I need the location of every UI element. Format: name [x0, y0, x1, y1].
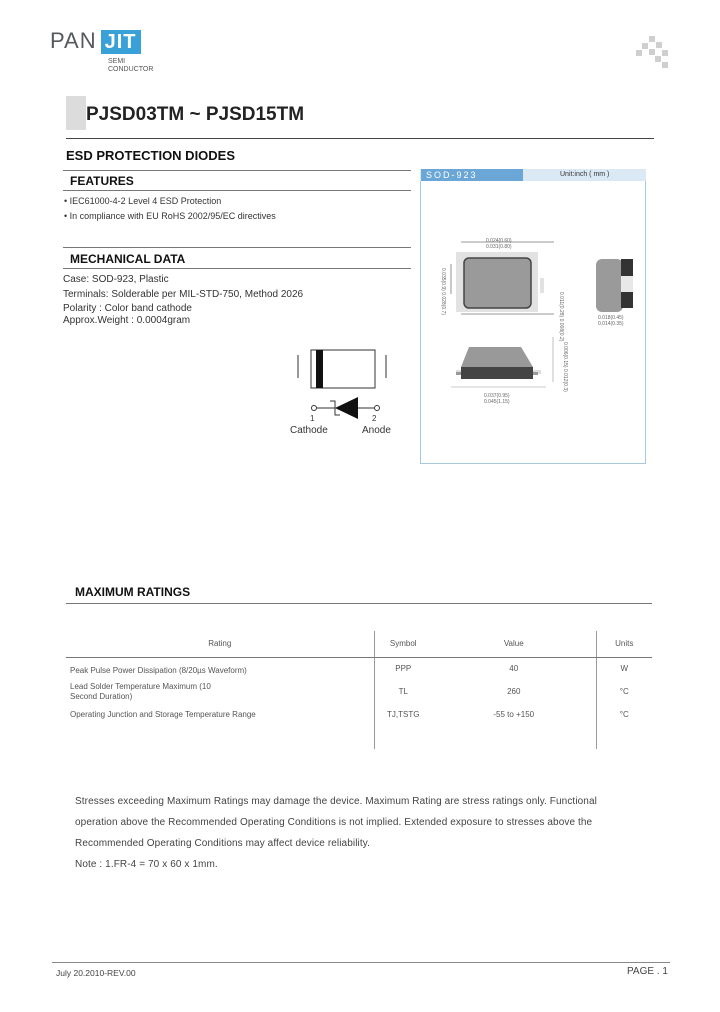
cathode-label: Cathode — [290, 425, 328, 436]
mech-line: Approx.Weight : 0.0004gram — [63, 315, 191, 326]
dim-label: 0.008(0.2) — [558, 318, 564, 342]
mech-top-rule — [63, 247, 411, 248]
dim-top — [486, 238, 512, 250]
note-line: operation above the Recommended Operating Conditions is not implied. Extended exposure to stresses above the — [75, 817, 593, 828]
cell-units: W — [596, 657, 652, 680]
table-row — [66, 680, 652, 703]
dim-label: 0.012(0.3) — [562, 368, 568, 392]
table-header-row — [66, 631, 652, 657]
dim-label: 0.031(0.80) — [486, 244, 512, 250]
section-title-esd: ESD PROTECTION DIODES — [66, 148, 236, 163]
dim-label: 0.045(1.15) — [484, 399, 510, 405]
features-top-rule — [63, 170, 411, 171]
table-row — [66, 703, 652, 726]
dim-label: 0.024(0.60) — [486, 238, 512, 244]
note-line: Stresses exceeding Maximum Ratings may damage the device. Maximum Rating are stress ratings only. Functional — [75, 796, 597, 807]
features-bottom-rule — [63, 190, 411, 191]
features-list — [64, 194, 276, 224]
dim-label: 0.035(0.9) — [440, 268, 446, 291]
cell-rating-text: Lead Solder Temperature Maximum (10 Second Duration) — [70, 681, 211, 701]
table-row — [66, 657, 652, 680]
feature-item: • In compliance with EU RoHS 2002/95/EC directives — [64, 211, 276, 221]
dim-label: 0.014(0.35) — [598, 321, 624, 327]
mech-bottom-rule — [63, 268, 411, 269]
dim-thick — [598, 315, 624, 327]
dim-side — [558, 292, 564, 341]
logo-subtitle — [108, 58, 153, 74]
dim-label: 0.006(0.15) — [562, 342, 568, 368]
dim-label: 0.011(0.28) — [558, 292, 564, 318]
features-heading: FEATURES — [70, 174, 134, 188]
cell-units: °C — [596, 703, 652, 726]
page-title: PJSD03TM ~ PJSD15TM — [86, 104, 305, 125]
diode-symbol — [290, 345, 400, 445]
cell-symbol: PPP — [374, 657, 432, 680]
col-value: Value — [432, 631, 596, 657]
cell-symbol: TL — [374, 680, 432, 703]
col-symbol: Symbol — [374, 631, 432, 657]
cell-rating: Peak Pulse Power Dissipation (8/20µs Waveform) — [70, 666, 247, 676]
note-line: Recommended Operating Conditions may affect device reliability. — [75, 838, 370, 849]
mech-line: Polarity : Color band cathode — [63, 303, 192, 314]
footer-rule — [52, 962, 670, 963]
revision-date: July 20.2010-REV.00 — [56, 968, 136, 978]
decorative-squares — [636, 36, 668, 68]
pin1-label: 1 — [310, 414, 315, 423]
dim-lead — [562, 342, 568, 392]
logo-conductor: CONDUCTOR — [108, 66, 154, 73]
cell-value: 260 — [507, 687, 521, 696]
mech-line: Terminals: Solderable per MIL-STD-750, Method 2026 — [63, 289, 304, 300]
anode-label: Anode — [362, 425, 391, 436]
col-units: Units — [596, 631, 652, 657]
logo-jit-text: JIT — [101, 30, 141, 54]
cell-symbol: TJ,TSTG — [374, 703, 432, 726]
cell-value: -55 to +150 — [493, 710, 535, 719]
dim-label: 0.018(0.45) — [598, 315, 624, 321]
stress-notes — [75, 791, 635, 875]
dim-label: 0.028(0.7) — [440, 292, 446, 315]
package-unit: Unit:inch ( mm ) — [560, 171, 610, 178]
page-number: PAGE . 1 — [627, 966, 668, 977]
cell-units: °C — [596, 680, 652, 703]
pin2-label: 2 — [372, 414, 377, 423]
package-name: SOD-923 — [421, 169, 523, 181]
logo-pan-text: PAN — [50, 28, 97, 53]
note-line: Note : 1.FR-4 = 70 x 60 x 1mm. — [75, 859, 218, 870]
company-logo — [50, 30, 141, 54]
mechanical-data — [63, 272, 303, 327]
title-accent-block — [66, 96, 86, 130]
logo-semi: SEMI — [108, 58, 126, 65]
cell-rating — [66, 680, 374, 703]
dim-bottom — [484, 393, 510, 405]
cell-value: 40 — [509, 664, 519, 674]
mech-line: Case: SOD-923, Plastic — [63, 274, 169, 285]
feature-item: • IEC61000-4-2 Level 4 ESD Protection — [64, 196, 222, 206]
max-ratings-heading: MAXIMUM RATINGS — [75, 585, 191, 599]
cell-rating: Operating Junction and Storage Temperature Range — [70, 710, 256, 719]
dim-label: 0.037(0.95) — [484, 393, 510, 399]
mechanical-heading: MECHANICAL DATA — [70, 252, 186, 266]
title-divider — [66, 138, 654, 139]
dim-left — [440, 268, 446, 315]
col-rating: Rating — [66, 631, 374, 657]
ratings-table — [66, 631, 652, 749]
max-ratings-rule — [66, 603, 652, 604]
